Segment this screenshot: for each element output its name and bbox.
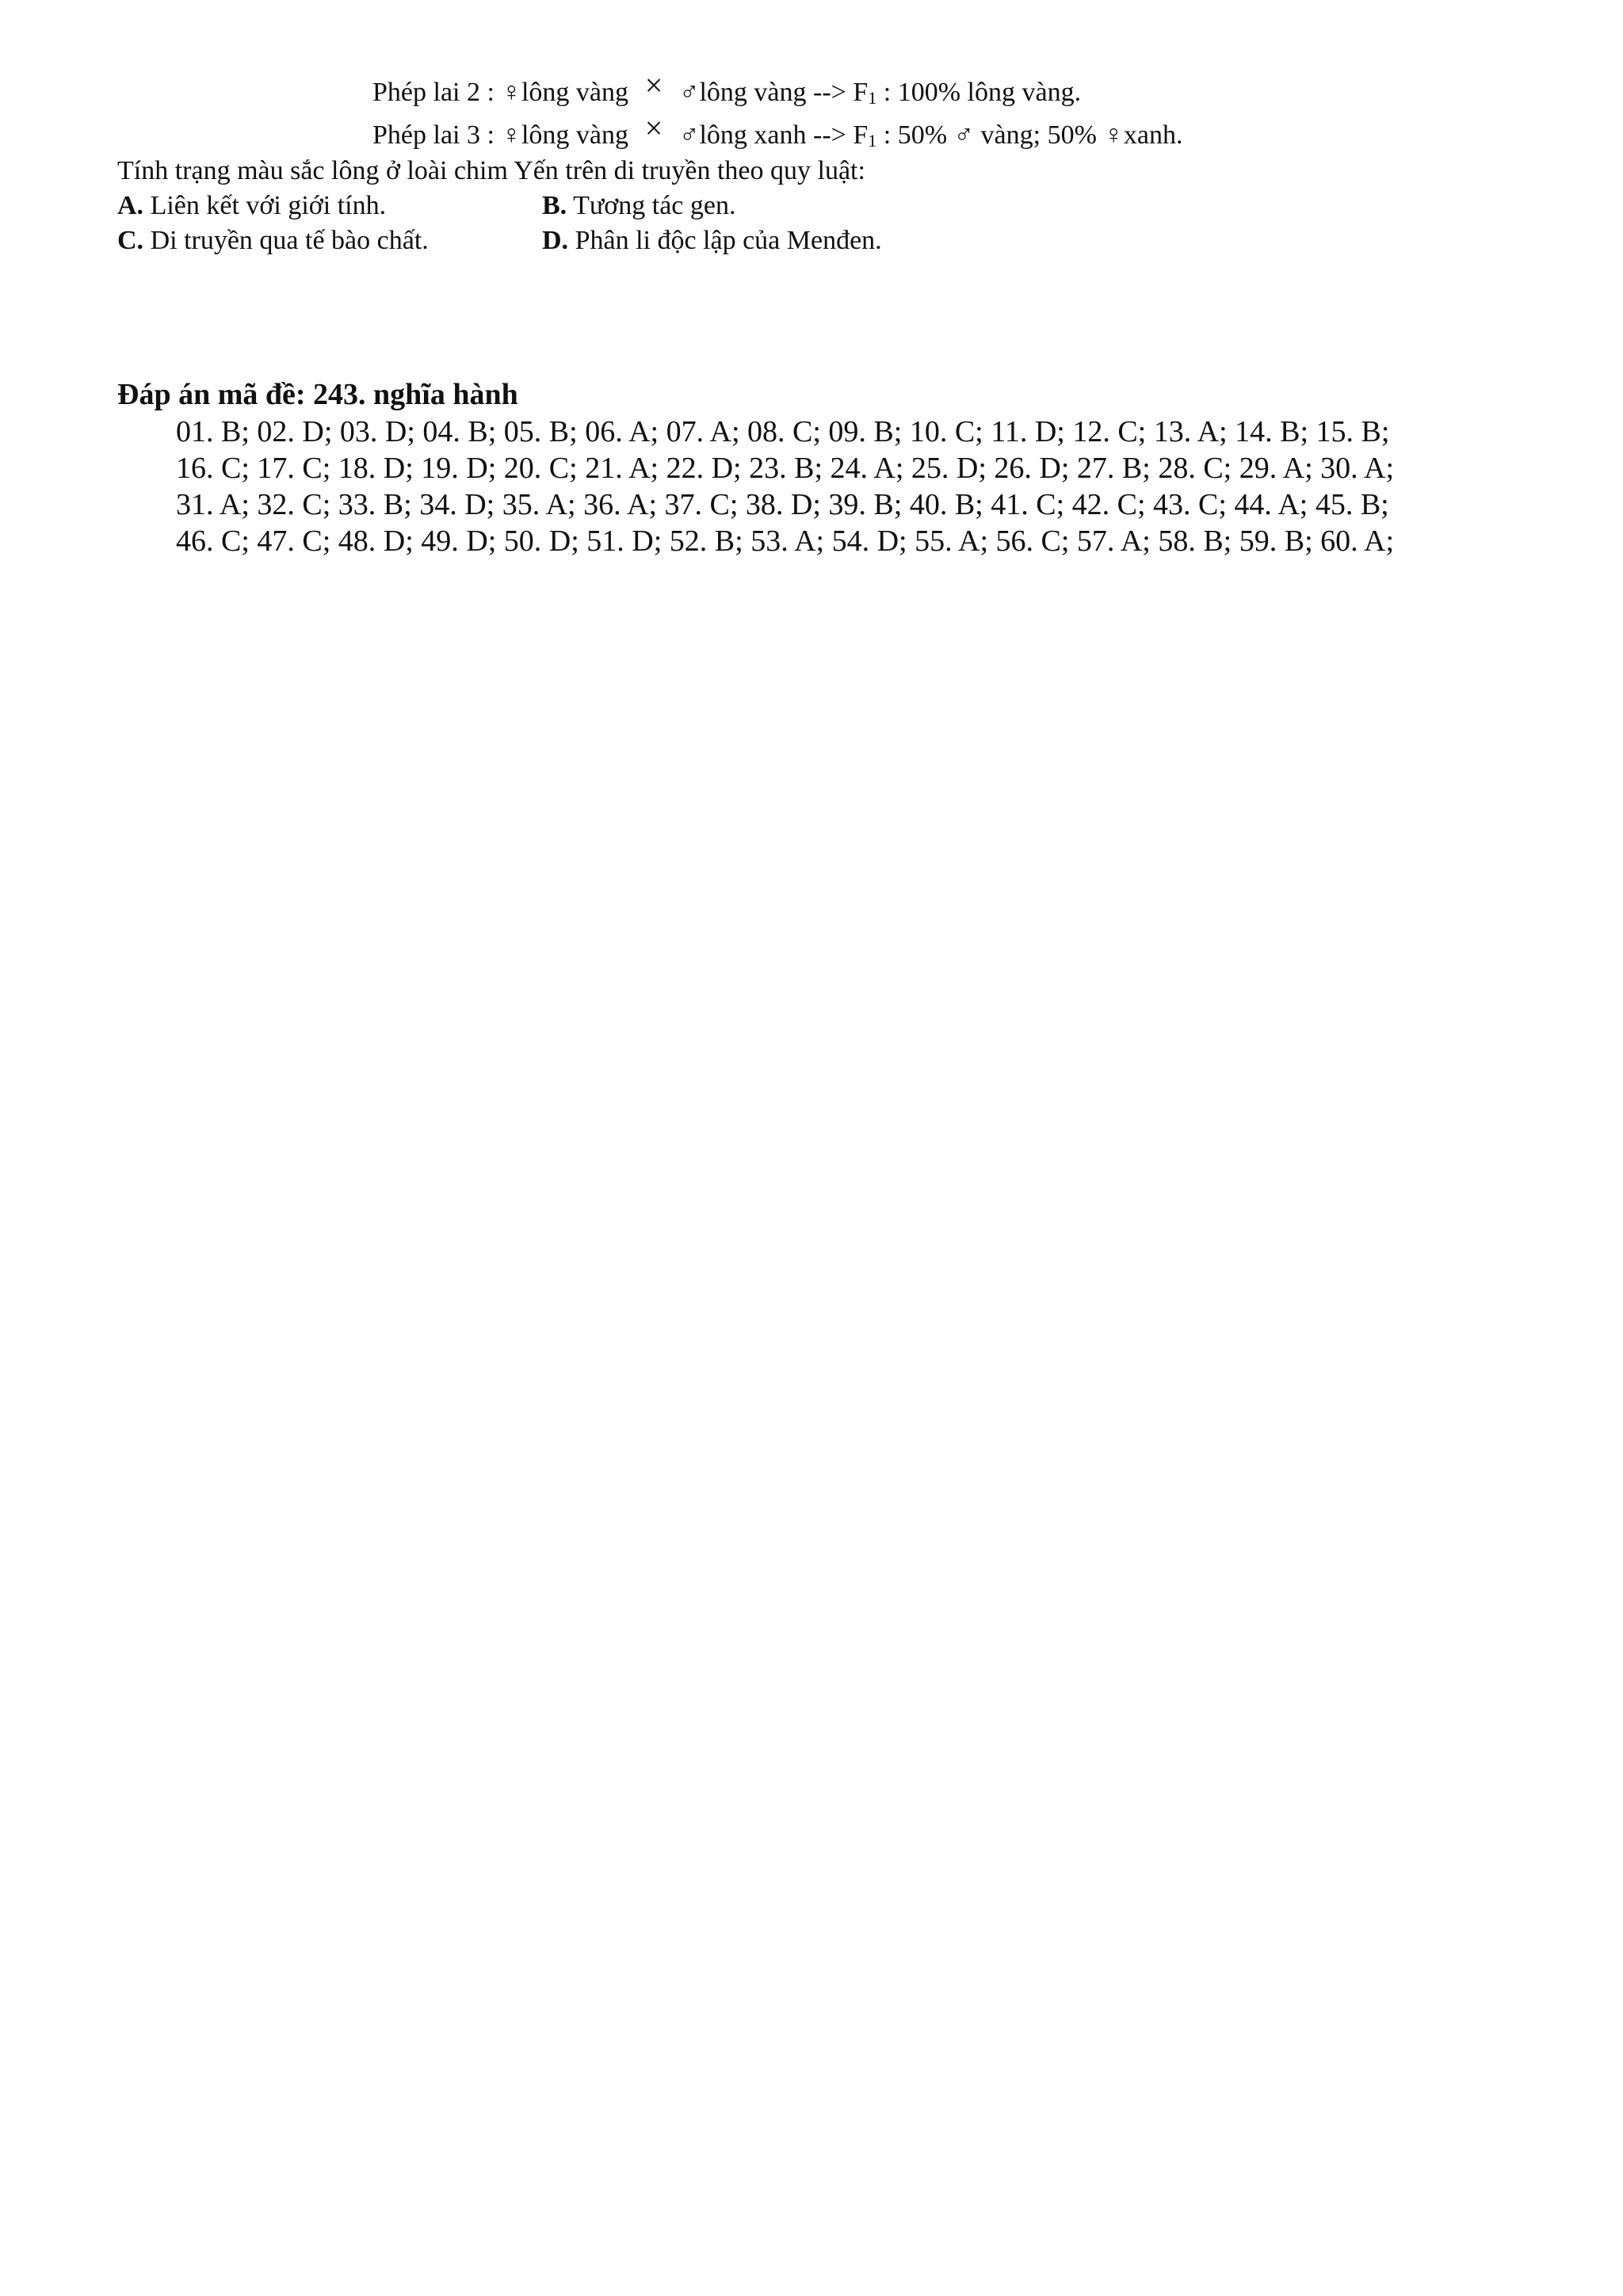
cross-label: Phép lai 3 : [372, 120, 502, 150]
cross-symbol: × [644, 67, 663, 103]
male-parent: ♂lông vàng [678, 78, 807, 107]
cross-result: : 100% lông vàng. [876, 78, 1082, 107]
option-c [117, 225, 542, 257]
arrow-text: --> F [806, 120, 869, 150]
cross-result: : 50% ♂ vàng; 50% ♀xanh. [876, 120, 1183, 150]
answer-key-row: 01. B; 02. D; 03. D; 04. B; 05. B; 06. A; 07. A; 08. C; 09. B; 10. C; 11. D; 12. C; 13. A; 14. B; 15. B; [176, 415, 1390, 448]
option-b [542, 190, 735, 222]
female-parent: ♀lông vàng [501, 78, 628, 107]
generation-subscript: 1 [868, 131, 877, 151]
answer-key-list [176, 414, 1523, 559]
male-parent: ♂lông xanh [678, 120, 807, 150]
option-text: Phân li độc lập của Menđen. [568, 226, 882, 255]
arrow-text: --> F [806, 78, 869, 107]
option-letter: D. [542, 226, 569, 255]
answer-key-row: 31. A; 32. C; 33. B; 34. D; 35. A; 36. A; 37. C; 38. D; 39. B; 40. B; 41. C; 42. C; 43. C; 44. A; 45. B; [176, 488, 1389, 521]
cross-line-2 [372, 67, 1082, 114]
female-parent: ♀lông vàng [501, 120, 628, 150]
question-text: Tính trạng màu sắc lông ở loài chim Yến trên di truyền theo quy luật: [117, 156, 865, 185]
answer-key-row: 16. C; 17. C; 18. D; 19. D; 20. C; 21. A; 22. D; 23. B; 24. A; 25. D; 26. D; 27. B; 28. C; 29. A; 30. A; [176, 452, 1395, 485]
answer-key-heading: Đáp án mã đề: 243. nghĩa hành [117, 378, 518, 411]
option-text: Di truyền qua tế bào chất. [143, 226, 429, 255]
cross-symbol: × [644, 110, 663, 146]
options-row-1 [117, 190, 735, 222]
options-row-2 [117, 225, 882, 257]
answer-key-row: 46. C; 47. C; 48. D; 49. D; 50. D; 51. D; 52. B; 53. A; 54. D; 55. A; 56. C; 57. A; 58. B; 59. B; 60. A; [176, 524, 1395, 558]
option-letter: C. [117, 226, 144, 255]
option-letter: A. [117, 191, 144, 220]
cross-label: Phép lai 2 : [372, 78, 502, 107]
generation-subscript: 1 [868, 88, 877, 108]
option-a [117, 190, 542, 222]
option-letter: B. [542, 191, 567, 220]
cross-line-3 [372, 110, 1183, 157]
option-text: Tương tác gen. [567, 191, 736, 220]
option-d [542, 225, 882, 257]
option-text: Liên kết với giới tính. [143, 191, 387, 220]
